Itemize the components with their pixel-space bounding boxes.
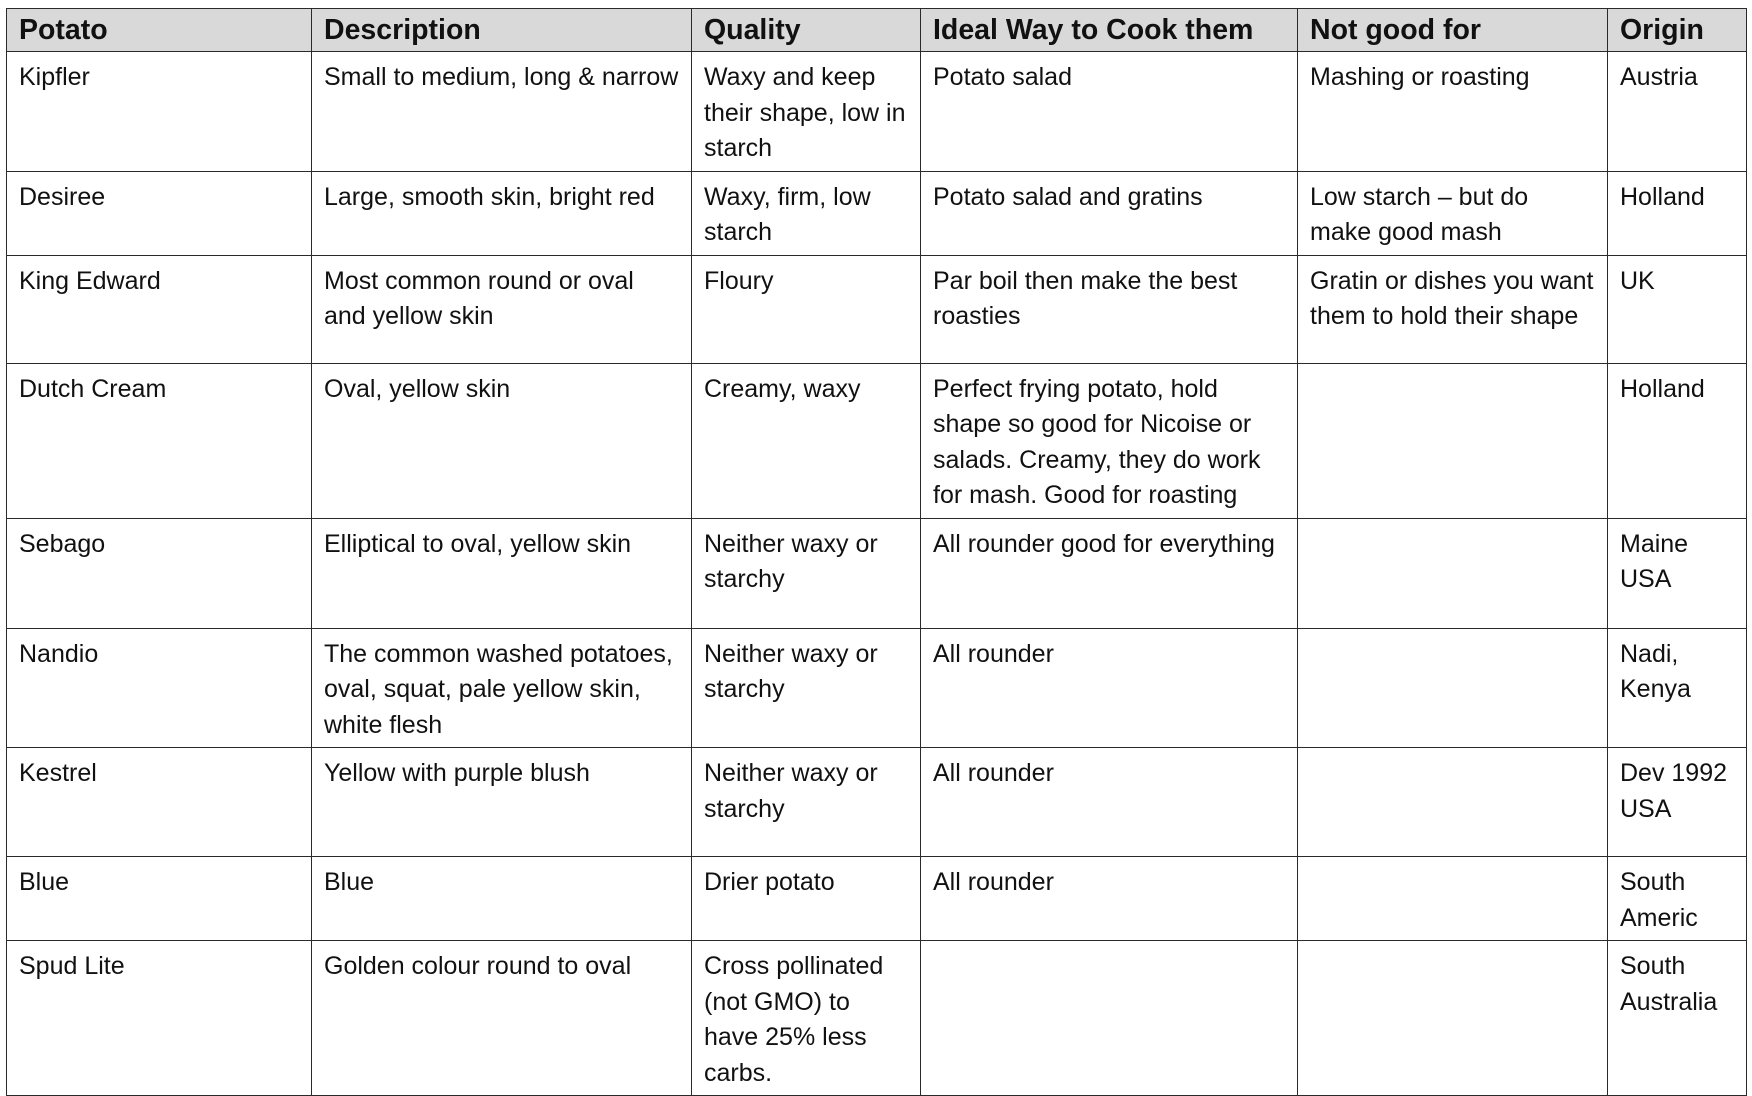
- cell-not-good-for: Low starch – but do make good mash: [1298, 171, 1608, 255]
- table-row: [7, 255, 1747, 363]
- cell-potato: Spud Lite: [7, 941, 312, 1096]
- cell-quality: Creamy, waxy: [692, 363, 921, 518]
- table-row: [7, 363, 1747, 518]
- table-row: [7, 518, 1747, 628]
- cell-not-good-for: [1298, 628, 1608, 748]
- cell-ideal-way-to-cook: [921, 941, 1298, 1096]
- header-description: Description: [312, 9, 692, 52]
- cell-origin: Dev 1992 USA: [1608, 748, 1747, 857]
- cell-not-good-for: [1298, 857, 1608, 941]
- cell-not-good-for: [1298, 518, 1608, 628]
- cell-origin: UK: [1608, 255, 1747, 363]
- cell-origin: Maine USA: [1608, 518, 1747, 628]
- cell-ideal-way-to-cook: All rounder: [921, 748, 1298, 857]
- cell-ideal-way-to-cook: All rounder: [921, 628, 1298, 748]
- table-row: [7, 857, 1747, 941]
- cell-description: Oval, yellow skin: [312, 363, 692, 518]
- table-row: [7, 171, 1747, 255]
- header-row: [7, 9, 1747, 52]
- cell-ideal-way-to-cook: Par boil then make the best roasties: [921, 255, 1298, 363]
- header-not-good-for: Not good for: [1298, 9, 1608, 52]
- cell-quality: Neither waxy or starchy: [692, 628, 921, 748]
- potato-table: [6, 8, 1747, 1096]
- header-potato: Potato: [7, 9, 312, 52]
- table-row: [7, 628, 1747, 748]
- cell-description: Small to medium, long & narrow: [312, 52, 692, 172]
- table-row: [7, 941, 1747, 1096]
- cell-description: Yellow with purple blush: [312, 748, 692, 857]
- cell-potato: Nandio: [7, 628, 312, 748]
- cell-ideal-way-to-cook: Potato salad: [921, 52, 1298, 172]
- cell-origin: Holland: [1608, 171, 1747, 255]
- cell-quality: Neither waxy or starchy: [692, 518, 921, 628]
- cell-not-good-for: [1298, 363, 1608, 518]
- header-ideal-way-to-cook: Ideal Way to Cook them: [921, 9, 1298, 52]
- cell-not-good-for: Mashing or roasting: [1298, 52, 1608, 172]
- cell-potato: Dutch Cream: [7, 363, 312, 518]
- header-origin: Origin: [1608, 9, 1747, 52]
- cell-description: Golden colour round to oval: [312, 941, 692, 1096]
- cell-description: Blue: [312, 857, 692, 941]
- cell-potato: Desiree: [7, 171, 312, 255]
- cell-description: The common washed potatoes, oval, squat, pale yellow skin, white flesh: [312, 628, 692, 748]
- cell-potato: King Edward: [7, 255, 312, 363]
- cell-quality: Waxy, firm, low starch: [692, 171, 921, 255]
- cell-quality: Drier potato: [692, 857, 921, 941]
- cell-description: Elliptical to oval, yellow skin: [312, 518, 692, 628]
- cell-ideal-way-to-cook: Potato salad and gratins: [921, 171, 1298, 255]
- cell-quality: Cross pollinated (not GMO) to have 25% less carbs.: [692, 941, 921, 1096]
- cell-origin: South Americ: [1608, 857, 1747, 941]
- cell-potato: Kipfler: [7, 52, 312, 172]
- cell-not-good-for: Gratin or dishes you want them to hold their shape: [1298, 255, 1608, 363]
- cell-ideal-way-to-cook: All rounder good for everything: [921, 518, 1298, 628]
- cell-origin: South Australia: [1608, 941, 1747, 1096]
- cell-potato: Sebago: [7, 518, 312, 628]
- cell-quality: Floury: [692, 255, 921, 363]
- cell-origin: Holland: [1608, 363, 1747, 518]
- cell-potato: Blue: [7, 857, 312, 941]
- cell-quality: Neither waxy or starchy: [692, 748, 921, 857]
- cell-quality: Waxy and keep their shape, low in starch: [692, 52, 921, 172]
- header-quality: Quality: [692, 9, 921, 52]
- cell-origin: Austria: [1608, 52, 1747, 172]
- table-row: [7, 52, 1747, 172]
- table-row: [7, 748, 1747, 857]
- cell-origin: Nadi, Kenya: [1608, 628, 1747, 748]
- cell-description: Most common round or oval and yellow skin: [312, 255, 692, 363]
- cell-ideal-way-to-cook: Perfect frying potato, hold shape so good for Nicoise or salads. Creamy, they do work for mash. Good for roasting: [921, 363, 1298, 518]
- cell-not-good-for: [1298, 748, 1608, 857]
- cell-potato: Kestrel: [7, 748, 312, 857]
- cell-description: Large, smooth skin, bright red: [312, 171, 692, 255]
- cell-not-good-for: [1298, 941, 1608, 1096]
- cell-ideal-way-to-cook: All rounder: [921, 857, 1298, 941]
